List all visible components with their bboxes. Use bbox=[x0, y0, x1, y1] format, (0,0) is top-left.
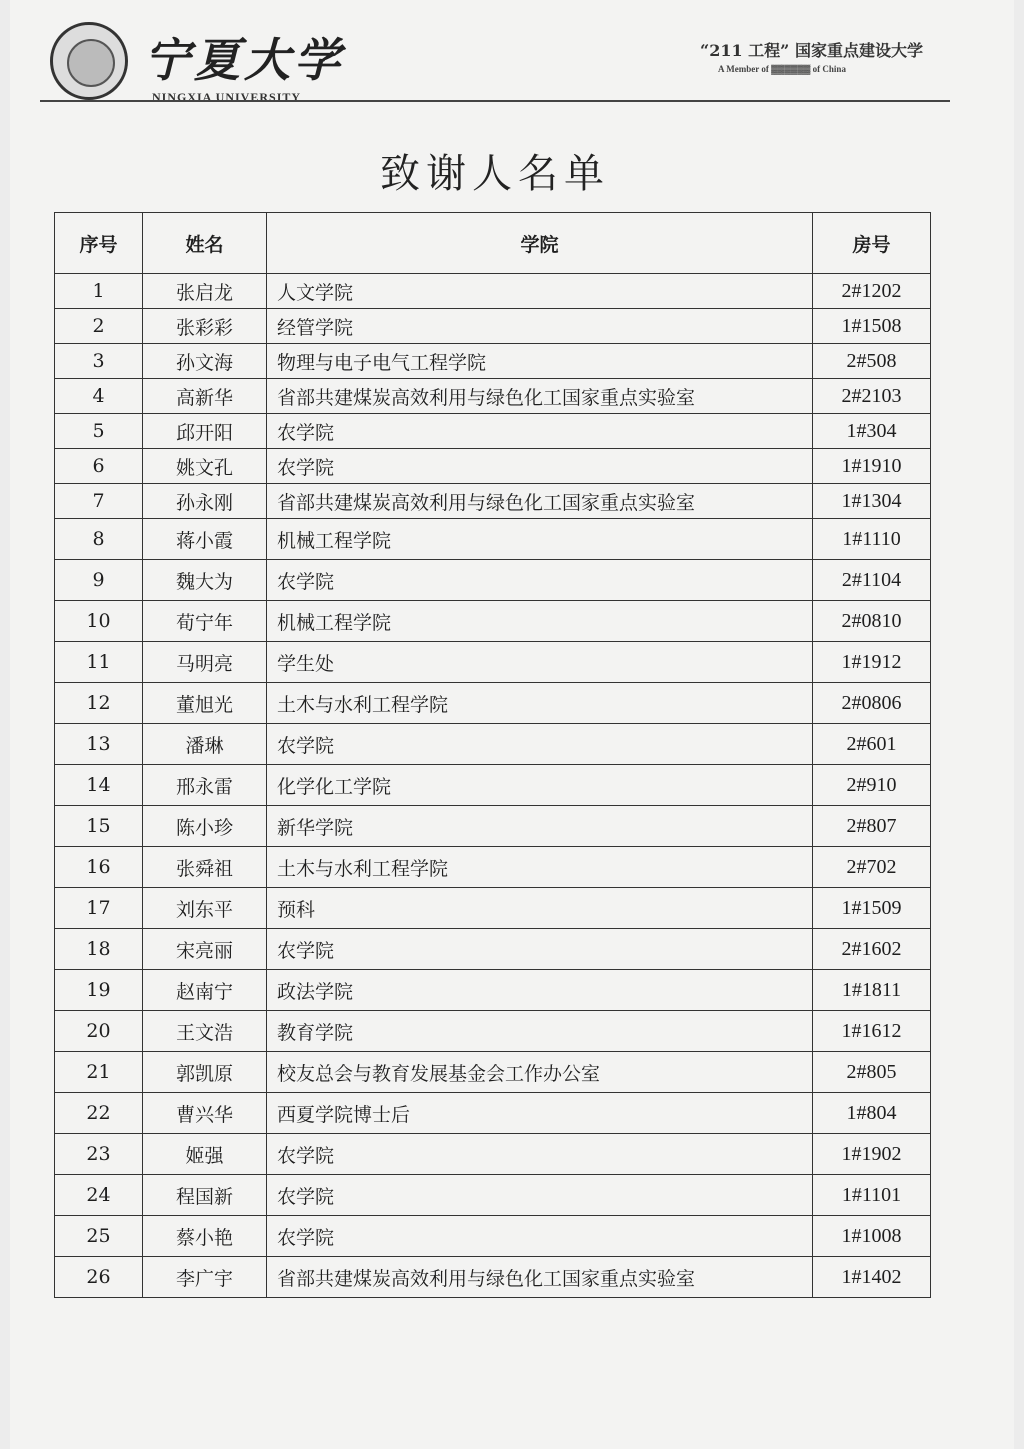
table-row bbox=[55, 847, 931, 888]
row-college: 化学化工学院 bbox=[267, 765, 813, 806]
row-college: 省部共建煤炭高效利用与绿色化工国家重点实验室 bbox=[267, 379, 813, 414]
row-college: 土木与水利工程学院 bbox=[267, 683, 813, 724]
university-name-en: NINGXIA UNIVERSITY bbox=[152, 90, 302, 104]
table-row bbox=[55, 929, 931, 970]
row-name: 李广宇 bbox=[143, 1257, 267, 1298]
row-seq: 1 bbox=[55, 274, 143, 309]
row-room: 1#1304 bbox=[813, 484, 931, 519]
table-row bbox=[55, 1134, 931, 1175]
table-row bbox=[55, 1257, 931, 1298]
row-name: 程国新 bbox=[143, 1175, 267, 1216]
header-seq: 序号 bbox=[55, 213, 143, 274]
row-room: 1#1008 bbox=[813, 1216, 931, 1257]
table-row bbox=[55, 1093, 931, 1134]
row-room: 2#1602 bbox=[813, 929, 931, 970]
row-name: 王文浩 bbox=[143, 1011, 267, 1052]
row-name: 邢永雷 bbox=[143, 765, 267, 806]
row-name: 刘东平 bbox=[143, 888, 267, 929]
row-room: 2#702 bbox=[813, 847, 931, 888]
row-name: 孙永刚 bbox=[143, 484, 267, 519]
row-college: 农学院 bbox=[267, 929, 813, 970]
row-room: 1#1509 bbox=[813, 888, 931, 929]
table-row bbox=[55, 344, 931, 379]
row-name: 邱开阳 bbox=[143, 414, 267, 449]
row-name: 董旭光 bbox=[143, 683, 267, 724]
row-seq: 19 bbox=[55, 970, 143, 1011]
university-name-cn: 宁夏大学 bbox=[144, 33, 344, 87]
row-room: 1#1902 bbox=[813, 1134, 931, 1175]
row-college: 农学院 bbox=[267, 1134, 813, 1175]
table-row bbox=[55, 1052, 931, 1093]
row-name: 赵南宁 bbox=[143, 970, 267, 1011]
table-header-row bbox=[55, 213, 931, 274]
row-college: 人文学院 bbox=[267, 274, 813, 309]
row-college: 土木与水利工程学院 bbox=[267, 847, 813, 888]
document-page bbox=[10, 0, 1014, 1449]
table-row bbox=[55, 379, 931, 414]
table-row bbox=[55, 484, 931, 519]
row-seq: 23 bbox=[55, 1134, 143, 1175]
row-seq: 21 bbox=[55, 1052, 143, 1093]
letterhead bbox=[50, 18, 950, 108]
row-room: 1#1402 bbox=[813, 1257, 931, 1298]
row-seq: 25 bbox=[55, 1216, 143, 1257]
row-seq: 14 bbox=[55, 765, 143, 806]
row-college: 农学院 bbox=[267, 560, 813, 601]
row-seq: 15 bbox=[55, 806, 143, 847]
row-name: 荀宁年 bbox=[143, 601, 267, 642]
row-room: 2#805 bbox=[813, 1052, 931, 1093]
row-room: 1#1910 bbox=[813, 449, 931, 484]
project-badge-subtitle: A Member of ▓▓▓▓▓▓ of China bbox=[718, 64, 846, 74]
row-college: 省部共建煤炭高效利用与绿色化工国家重点实验室 bbox=[267, 484, 813, 519]
row-seq: 7 bbox=[55, 484, 143, 519]
row-college: 农学院 bbox=[267, 449, 813, 484]
table-row bbox=[55, 765, 931, 806]
row-room: 1#1612 bbox=[813, 1011, 931, 1052]
row-college: 农学院 bbox=[267, 1175, 813, 1216]
row-college: 机械工程学院 bbox=[267, 601, 813, 642]
row-college: 农学院 bbox=[267, 414, 813, 449]
university-seal-logo bbox=[50, 22, 128, 100]
row-name: 陈小珍 bbox=[143, 806, 267, 847]
row-seq: 17 bbox=[55, 888, 143, 929]
row-seq: 2 bbox=[55, 309, 143, 344]
row-seq: 3 bbox=[55, 344, 143, 379]
table-row bbox=[55, 1011, 931, 1052]
row-name: 蔡小艳 bbox=[143, 1216, 267, 1257]
row-name: 孙文海 bbox=[143, 344, 267, 379]
row-room: 1#304 bbox=[813, 414, 931, 449]
project-badge: “211 工程” 国家重点建设大学 bbox=[700, 41, 923, 60]
row-seq: 26 bbox=[55, 1257, 143, 1298]
row-college: 学生处 bbox=[267, 642, 813, 683]
row-college: 农学院 bbox=[267, 724, 813, 765]
table-row bbox=[55, 642, 931, 683]
row-room: 2#601 bbox=[813, 724, 931, 765]
row-seq: 18 bbox=[55, 929, 143, 970]
row-name: 张启龙 bbox=[143, 274, 267, 309]
row-college: 预科 bbox=[267, 888, 813, 929]
row-college: 校友总会与教育发展基金会工作办公室 bbox=[267, 1052, 813, 1093]
row-seq: 4 bbox=[55, 379, 143, 414]
row-seq: 10 bbox=[55, 601, 143, 642]
table-row bbox=[55, 274, 931, 309]
row-college: 政法学院 bbox=[267, 970, 813, 1011]
row-room: 2#2103 bbox=[813, 379, 931, 414]
row-room: 2#807 bbox=[813, 806, 931, 847]
row-college: 机械工程学院 bbox=[267, 519, 813, 560]
row-name: 郭凯原 bbox=[143, 1052, 267, 1093]
table-row bbox=[55, 683, 931, 724]
row-seq: 5 bbox=[55, 414, 143, 449]
row-seq: 6 bbox=[55, 449, 143, 484]
row-room: 2#910 bbox=[813, 765, 931, 806]
row-room: 1#1912 bbox=[813, 642, 931, 683]
table-row bbox=[55, 888, 931, 929]
row-name: 张彩彩 bbox=[143, 309, 267, 344]
row-seq: 9 bbox=[55, 560, 143, 601]
row-name: 曹兴华 bbox=[143, 1093, 267, 1134]
table-row bbox=[55, 1216, 931, 1257]
row-seq: 11 bbox=[55, 642, 143, 683]
row-seq: 24 bbox=[55, 1175, 143, 1216]
header-name: 姓名 bbox=[143, 213, 267, 274]
table-row bbox=[55, 724, 931, 765]
table-row bbox=[55, 601, 931, 642]
row-name: 高新华 bbox=[143, 379, 267, 414]
row-name: 姚文孔 bbox=[143, 449, 267, 484]
row-name: 马明亮 bbox=[143, 642, 267, 683]
row-name: 姬强 bbox=[143, 1134, 267, 1175]
row-seq: 20 bbox=[55, 1011, 143, 1052]
row-college: 西夏学院博士后 bbox=[267, 1093, 813, 1134]
row-seq: 13 bbox=[55, 724, 143, 765]
row-room: 2#1202 bbox=[813, 274, 931, 309]
table-row bbox=[55, 806, 931, 847]
row-college: 经管学院 bbox=[267, 309, 813, 344]
header-divider bbox=[40, 100, 950, 102]
table-row bbox=[55, 560, 931, 601]
row-seq: 16 bbox=[55, 847, 143, 888]
row-room: 2#508 bbox=[813, 344, 931, 379]
row-room: 1#1101 bbox=[813, 1175, 931, 1216]
row-room: 2#0810 bbox=[813, 601, 931, 642]
header-room: 房号 bbox=[813, 213, 931, 274]
row-college: 物理与电子电气工程学院 bbox=[267, 344, 813, 379]
row-seq: 8 bbox=[55, 519, 143, 560]
row-name: 蒋小霞 bbox=[143, 519, 267, 560]
table-row bbox=[55, 1175, 931, 1216]
table-row bbox=[55, 519, 931, 560]
acknowledgement-table bbox=[54, 212, 931, 1298]
row-room: 1#1811 bbox=[813, 970, 931, 1011]
row-room: 1#804 bbox=[813, 1093, 931, 1134]
row-college: 新华学院 bbox=[267, 806, 813, 847]
row-name: 张舜祖 bbox=[143, 847, 267, 888]
row-seq: 22 bbox=[55, 1093, 143, 1134]
header-college: 学院 bbox=[267, 213, 813, 274]
row-college: 教育学院 bbox=[267, 1011, 813, 1052]
table-row bbox=[55, 414, 931, 449]
row-room: 2#1104 bbox=[813, 560, 931, 601]
page-title: 致谢人名单 bbox=[380, 151, 610, 197]
row-seq: 12 bbox=[55, 683, 143, 724]
table-row bbox=[55, 970, 931, 1011]
row-room: 1#1508 bbox=[813, 309, 931, 344]
table-row bbox=[55, 449, 931, 484]
row-name: 潘琳 bbox=[143, 724, 267, 765]
row-name: 宋亮丽 bbox=[143, 929, 267, 970]
row-room: 2#0806 bbox=[813, 683, 931, 724]
row-room: 1#1110 bbox=[813, 519, 931, 560]
table-row bbox=[55, 309, 931, 344]
row-name: 魏大为 bbox=[143, 560, 267, 601]
row-college: 省部共建煤炭高效利用与绿色化工国家重点实验室 bbox=[267, 1257, 813, 1298]
row-college: 农学院 bbox=[267, 1216, 813, 1257]
